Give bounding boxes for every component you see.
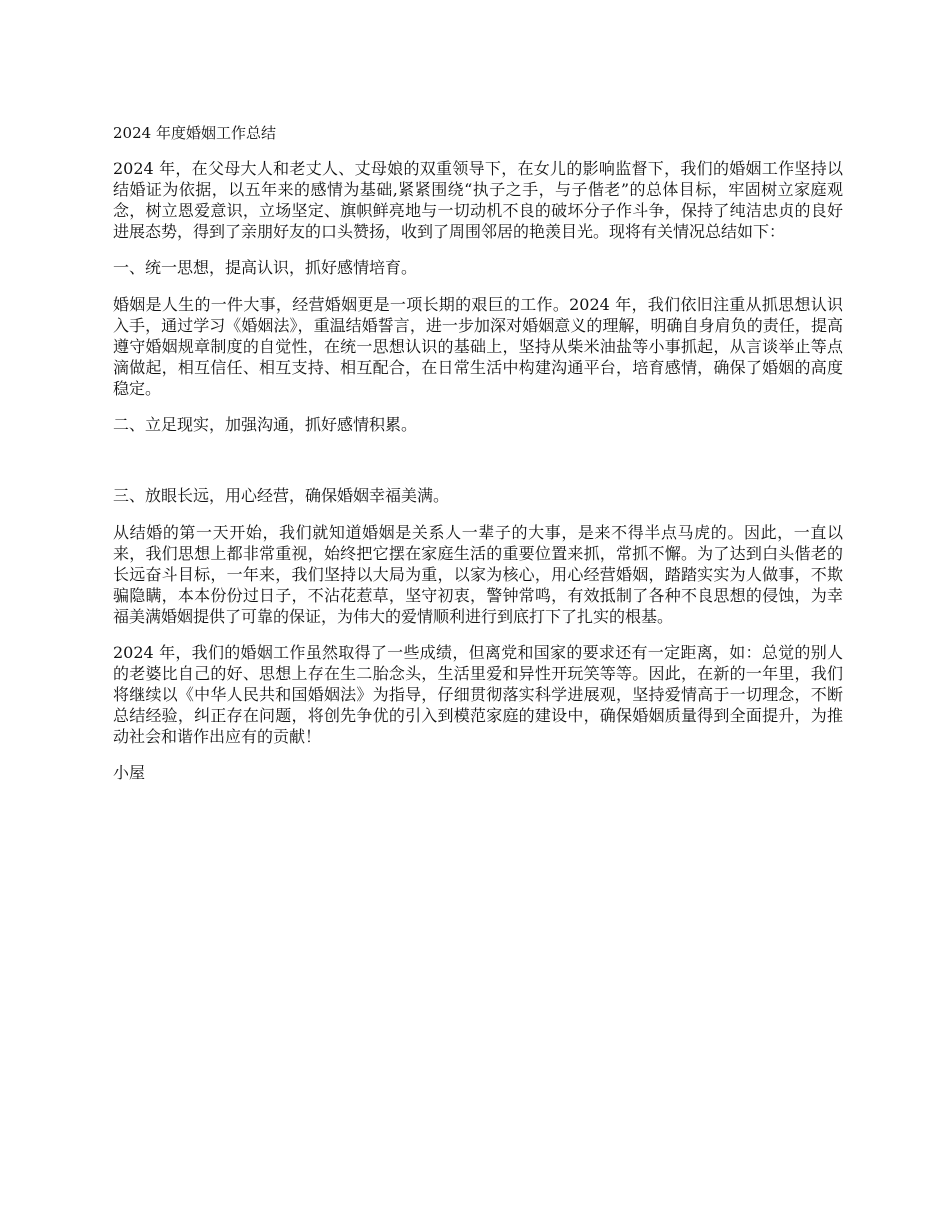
- intro-paragraph: 2024 年，在父母大人和老丈人、丈母娘的双重领导下，在女儿的影响监督下，我们的婚姻工作坚持以结婚证为依据，以五年来的感情为基础,紧紧围绕“执子之手，与子偕老”的总体目标，牢固树立家庭观念，树立恩爱意识，立场坚定、旗帜鲜亮地与一切动机不良的破坏分子作斗争，保持了纯洁忠贞的良好进展态势，得到了亲朋好友的口头赞扬，收到了周围邻居的艳羡目光。现将有关情况总结如下：: [113, 159, 843, 241]
- blank-gap: [113, 451, 843, 485]
- section-2-heading: 二、立足现实，加强沟通，抓好感情积累。: [113, 415, 418, 434]
- section-1-paragraph: 婚姻是人生的一件大事，经营婚姻更是一项长期的艰巨的工作。2024 年，我们依旧注重从抓思想认识入手，通过学习《婚姻法》，重温结婚誓言，进一步加深对婚姻意义的理解，明确自身肩负的责任，提高遵守婚姻规章制度的自觉性，在统一思想认识的基础上，坚持从柴米油盐等小事抓起，从言谈举止等点滴做起，相互信任、相互支持、相互配合，在日常生活中构建沟通平台，培育感情，确保了婚姻的高度稳定。: [113, 295, 843, 398]
- signature: 小屋: [113, 763, 146, 782]
- section-3-paragraph: 从结婚的第一天开始，我们就知道婚姻是关系人一辈子的大事，是来不得半点马虎的。因此，一直以来，我们思想上都非常重视，始终把它摆在家庭生活的重要位置来抓，常抓不懈。为了达到白头偕老的长远奋斗目标，一年来，我们坚持以大局为重，以家为核心，用心经营婚姻，踏踏实实为人做事，不欺骗隐瞒，本本份份过日子，不沾花惹草，坚守初衷，警钟常鸣，有效抵制了各种不良思想的侵蚀，为幸福美满婚姻提供了可靠的保证，为伟大的爱情顺利进行到底打下了扎实的根基。: [113, 523, 843, 626]
- section-3-heading: 三、放眼长远，用心经营，确保婚姻幸福美满。: [113, 486, 450, 505]
- section-1-heading: 一、统一思想，提高认识，抓好感情培育。: [113, 258, 418, 277]
- conclusion-paragraph: 2024 年，我们的婚姻工作虽然取得了一些成绩，但离党和国家的要求还有一定距离，如：总觉的别人的老婆比自己的好、思想上存在生二胎念头，生活里爱和异性开玩笑等等。因此，在新的一年里，我们将继续以《中华人民共和国婚姻法》为指导，仔细贯彻落实科学进展观，坚持爱情高于一切理念，不断总结经验，纠正存在问题，将创先争优的引入到模范家庭的建设中，确保婚姻质量得到全面提升，为推动社会和谐作出应有的贡献！: [113, 643, 843, 746]
- document-page: [113, 122, 843, 783]
- document-title: 2024 年度婚姻工作总结: [113, 124, 276, 142]
